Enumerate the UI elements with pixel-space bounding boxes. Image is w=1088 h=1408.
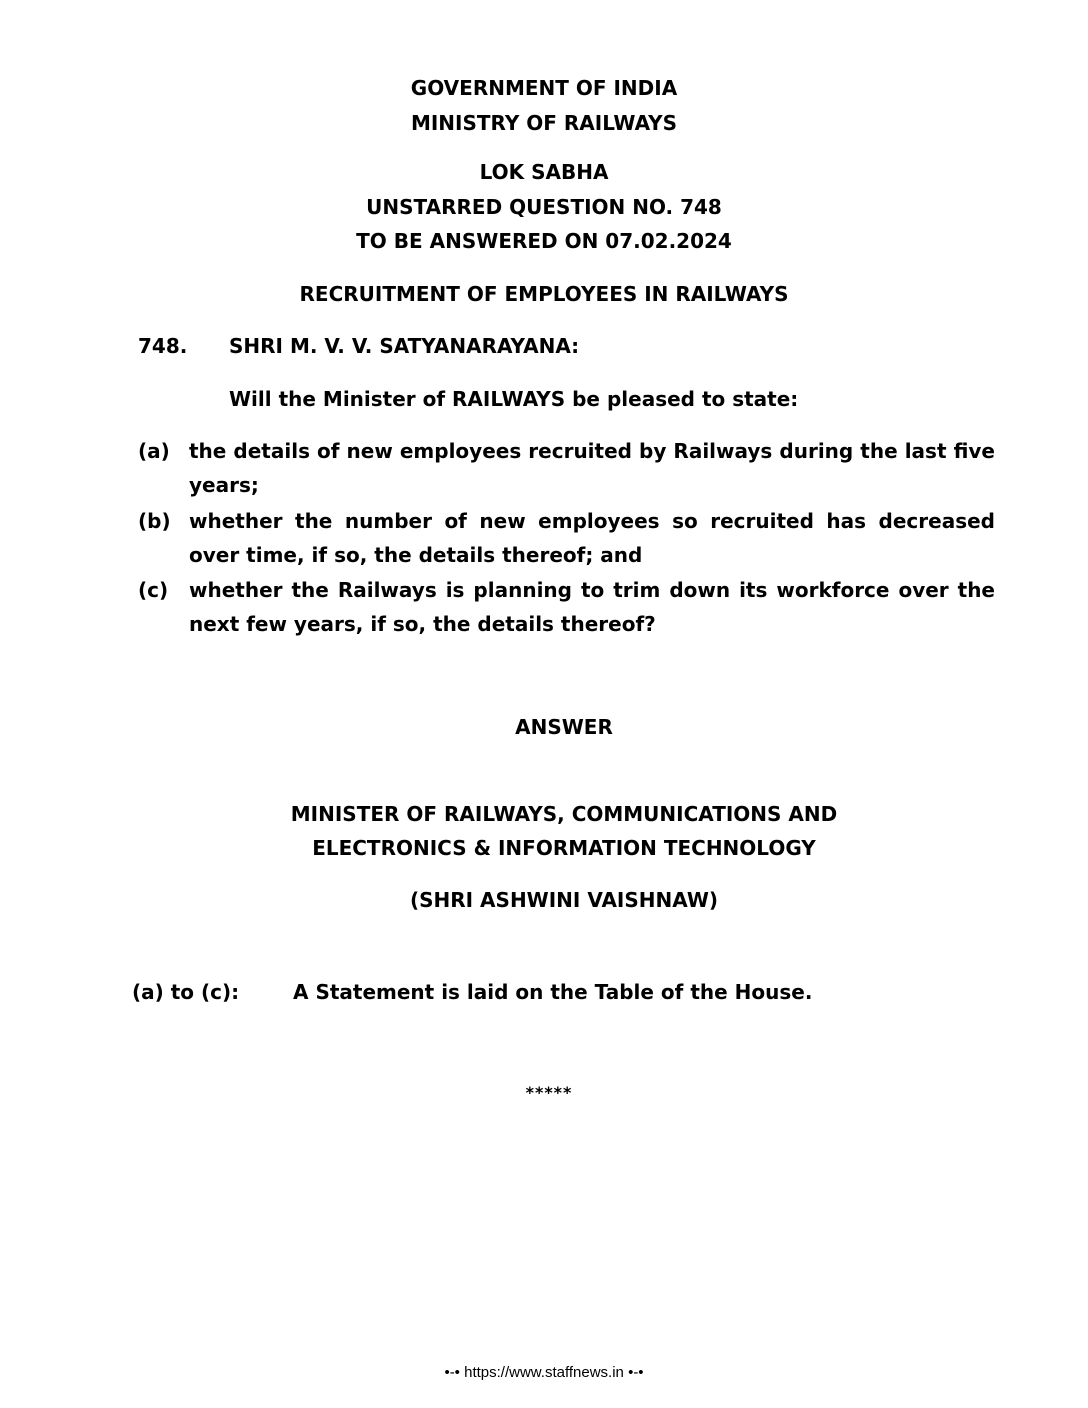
minister-title-line1: MINISTER OF RAILWAYS, COMMUNICATIONS AND [290, 802, 838, 826]
item-label: (a) [138, 439, 170, 463]
header-answer-date: TO BE ANSWERED ON 07.02.2024 [356, 229, 732, 253]
minister-title-line2: ELECTRONICS & INFORMATION TECHNOLOGY [312, 836, 816, 860]
item-label: (b) [138, 509, 171, 533]
header-house: LOK SABHA [479, 160, 609, 184]
item-text: whether the Railways is planning to trim down its workforce over the next few years, if so, the details thereof? [189, 578, 995, 636]
minister-name: (SHRI ASHWINI VAISHNAW) [409, 888, 719, 912]
header-question-number: UNSTARRED QUESTION NO. 748 [366, 195, 722, 219]
item-text: the details of new employees recruited by Railways during the last five years; [189, 439, 995, 497]
subject-title: RECRUITMENT OF EMPLOYEES IN RAILWAYS [299, 282, 789, 306]
member-name: SHRI M. V. V. SATYANARAYANA: [229, 334, 580, 358]
footer-link[interactable]: •-• https://www.staffnews.in •-• [444, 1364, 644, 1381]
item-label: (c) [138, 578, 169, 602]
question-number: 748. [138, 334, 188, 358]
item-text: whether the number of new employees so recruited has decreased over time, if so, the details thereof; and [189, 509, 995, 567]
answer-heading: ANSWER [515, 715, 613, 739]
answer-range-label: (a) to (c): [132, 980, 240, 1004]
answer-statement: A Statement is laid on the Table of the House. [293, 980, 813, 1004]
question-intro: Will the Minister of RAILWAYS be pleased to state: [229, 387, 799, 411]
end-mark: ***** [525, 1083, 573, 1102]
header-government: GOVERNMENT OF INDIA [410, 76, 678, 100]
header-ministry: MINISTRY OF RAILWAYS [410, 111, 678, 135]
